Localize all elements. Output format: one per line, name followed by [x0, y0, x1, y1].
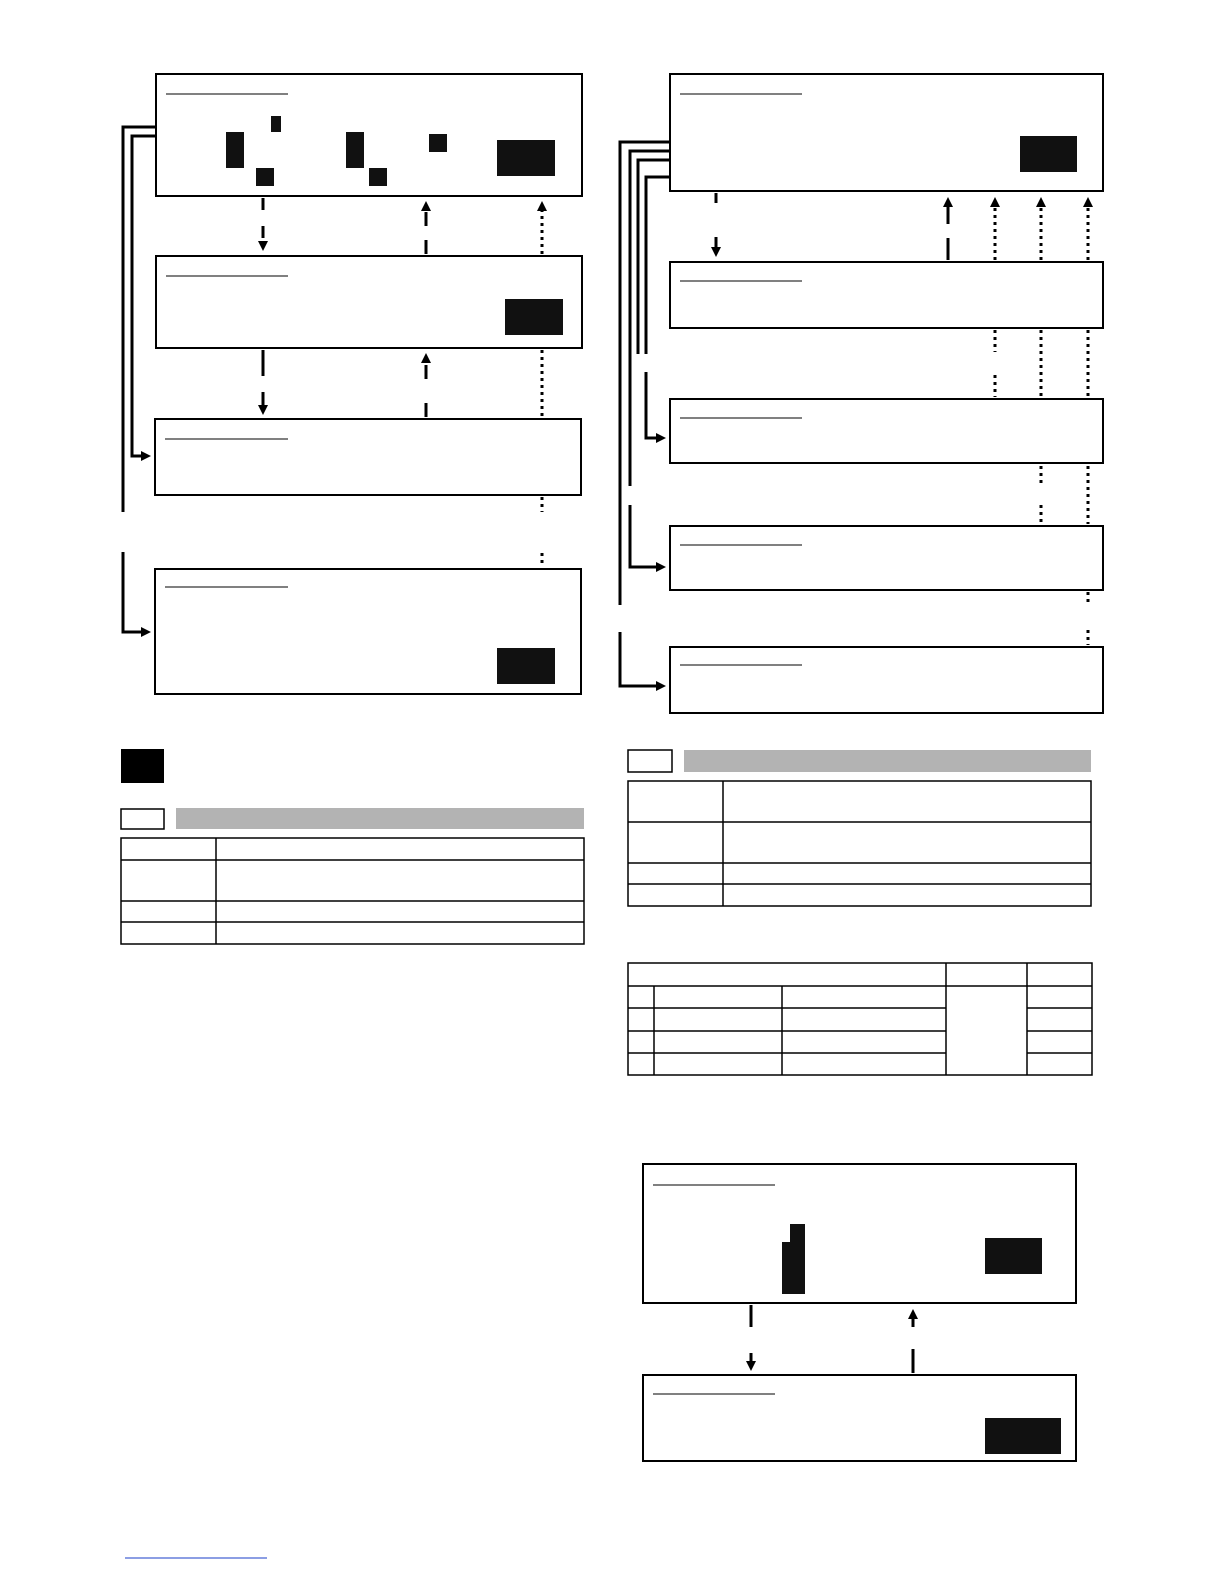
header-bar — [176, 808, 584, 829]
cursor-block — [271, 116, 281, 132]
arrow-right-icon — [646, 372, 661, 438]
highlight-key — [497, 648, 555, 684]
cursor-block — [782, 1242, 805, 1294]
right-screen-2 — [670, 262, 1103, 328]
tab-label-box — [628, 750, 672, 772]
arrow-right-icon — [123, 552, 146, 632]
left-screen-1 — [156, 74, 582, 196]
highlight-key — [497, 140, 555, 176]
right-flow-arrows — [620, 142, 1088, 686]
left-screen-3 — [155, 419, 581, 495]
header-bar — [684, 750, 1091, 772]
left-table — [121, 838, 584, 944]
bottom-flow-arrows — [751, 1305, 913, 1373]
left-screen-4 — [155, 569, 581, 694]
right-table-2 — [628, 963, 1092, 1075]
highlight-key — [985, 1418, 1061, 1454]
rail-line — [638, 160, 670, 354]
right-table-1 — [628, 781, 1091, 906]
right-screen-4 — [670, 526, 1103, 590]
cursor-block — [429, 134, 447, 152]
cursor-block — [256, 168, 274, 186]
arrow-right-icon — [630, 505, 661, 567]
cursor-block — [226, 132, 244, 168]
right-section — [628, 750, 1092, 1075]
bottom-screen-1 — [643, 1164, 1076, 1303]
highlight-key — [1020, 136, 1077, 172]
right-screen-1 — [670, 74, 1103, 191]
highlight-key — [505, 299, 563, 335]
arrow-right-icon — [620, 632, 661, 686]
left-flow-arrows — [123, 127, 542, 632]
cursor-block — [369, 168, 387, 186]
section-marker-block — [121, 749, 164, 783]
cursor-block — [790, 1224, 805, 1244]
tab-label-box — [121, 809, 164, 829]
rail-line — [630, 151, 670, 486]
arrow-right-icon — [132, 136, 156, 456]
right-screen-5 — [670, 647, 1103, 713]
left-screen-2 — [156, 256, 582, 348]
left-section — [121, 749, 584, 944]
bottom-screen-2 — [643, 1375, 1076, 1461]
rail-line — [646, 177, 670, 354]
highlight-key — [985, 1238, 1042, 1274]
cursor-block — [346, 132, 364, 168]
right-screen-3 — [670, 399, 1103, 463]
rail-line — [123, 127, 156, 512]
